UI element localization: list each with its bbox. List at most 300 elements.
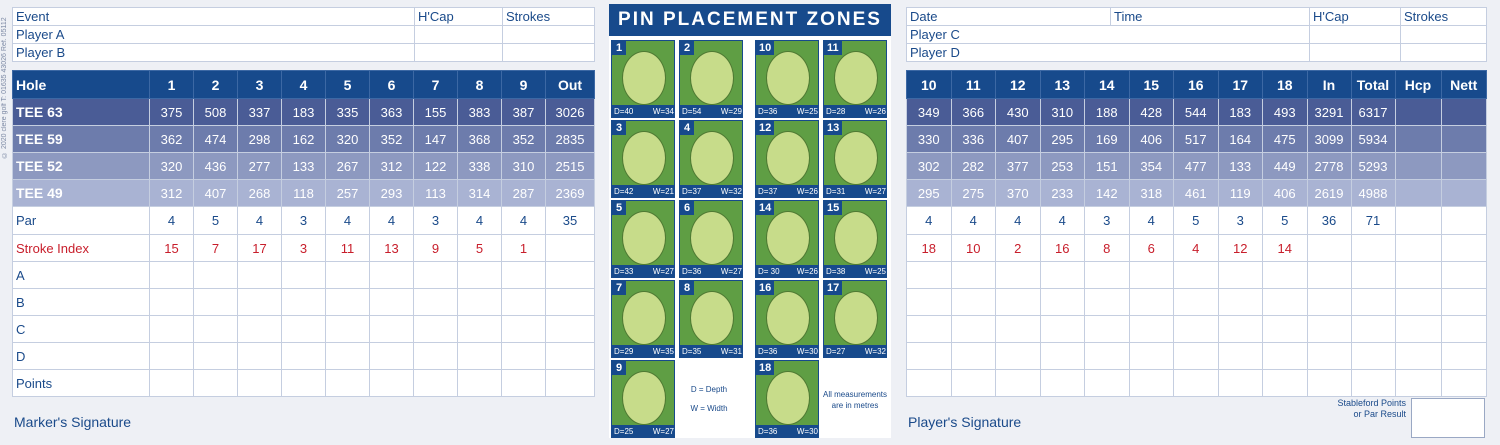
yardage: 169 xyxy=(1085,126,1130,153)
score-cell[interactable] xyxy=(326,370,370,397)
yardage: 147 xyxy=(414,126,458,153)
score-cell[interactable] xyxy=(1040,316,1085,343)
score-cell[interactable] xyxy=(458,289,502,316)
score-cell[interactable] xyxy=(194,289,238,316)
score-cell[interactable] xyxy=(546,316,595,343)
score-cell[interactable] xyxy=(951,289,996,316)
score-cell[interactable] xyxy=(238,343,282,370)
score-cell[interactable] xyxy=(1351,370,1395,397)
player-d-strokes[interactable] xyxy=(1401,44,1487,62)
tile-hole-number: 9 xyxy=(612,361,626,375)
par-row xyxy=(13,207,595,235)
yardage: 183 xyxy=(282,99,326,126)
yardage: 349 xyxy=(907,99,952,126)
score-cell[interactable] xyxy=(326,262,370,289)
yardage: 267 xyxy=(326,153,370,180)
tile-dimensions xyxy=(824,185,887,197)
score-cell[interactable] xyxy=(996,316,1041,343)
tile-depth: D=37 xyxy=(758,186,778,196)
pin-tile-hole-2 xyxy=(679,40,743,118)
grand-total: 6317 xyxy=(1351,99,1395,126)
score-cell[interactable] xyxy=(326,343,370,370)
score-cell[interactable] xyxy=(326,289,370,316)
score-cell[interactable] xyxy=(1351,289,1395,316)
score-cell[interactable] xyxy=(370,289,414,316)
yardage: 517 xyxy=(1174,126,1219,153)
score-cell[interactable] xyxy=(1040,370,1085,397)
player-c-hcap[interactable] xyxy=(1310,26,1401,44)
stroke-index-value: 6 xyxy=(1129,235,1174,262)
points-row xyxy=(13,370,595,397)
tile-width: W=30 xyxy=(796,346,818,356)
score-cell[interactable] xyxy=(1307,262,1351,289)
score-cell[interactable] xyxy=(1351,316,1395,343)
stableford-line2: or Par Result xyxy=(1353,409,1406,419)
yardage: 133 xyxy=(282,153,326,180)
score-cell[interactable] xyxy=(150,262,194,289)
pin-tile-hole-1 xyxy=(611,40,675,118)
score-row-label: Points xyxy=(13,370,150,397)
score-cell[interactable] xyxy=(414,343,458,370)
score-cell[interactable] xyxy=(370,343,414,370)
tile-width: W=27 xyxy=(720,266,742,276)
blank-cell xyxy=(1307,235,1351,262)
score-cell[interactable] xyxy=(326,316,370,343)
score-cell[interactable] xyxy=(150,370,194,397)
score-cell[interactable] xyxy=(996,370,1041,397)
green-shape xyxy=(766,371,810,425)
player-d-hcap[interactable] xyxy=(1310,44,1401,62)
hcap-label: H'Cap xyxy=(415,8,503,26)
tee-name: TEE 59 xyxy=(13,126,150,153)
pin-tile-hole-7 xyxy=(611,280,675,358)
tee-name: TEE 63 xyxy=(13,99,150,126)
tile-dimensions xyxy=(756,265,819,277)
score-cell[interactable] xyxy=(502,370,546,397)
tee-name: TEE 52 xyxy=(13,153,150,180)
score-cell[interactable] xyxy=(546,343,595,370)
tile-depth: D=42 xyxy=(614,186,634,196)
score-cell[interactable] xyxy=(1174,289,1219,316)
par-value: 5 xyxy=(1263,207,1308,235)
tile-dimensions xyxy=(756,185,819,197)
score-cell[interactable] xyxy=(1129,262,1174,289)
player-c-strokes[interactable] xyxy=(1401,26,1487,44)
score-cell[interactable] xyxy=(907,316,952,343)
score-cell[interactable] xyxy=(458,316,502,343)
par-value: 5 xyxy=(194,207,238,235)
yardage: 320 xyxy=(150,153,194,180)
score-cell[interactable] xyxy=(1040,289,1085,316)
score-cell[interactable] xyxy=(502,289,546,316)
score-cell[interactable] xyxy=(1395,370,1441,397)
pin-tile-hole-10 xyxy=(755,40,819,118)
par-value: 4 xyxy=(996,207,1041,235)
tile-width: W=32 xyxy=(720,186,742,196)
score-cell[interactable] xyxy=(150,343,194,370)
tile-hole-number: 10 xyxy=(756,41,774,55)
stroke-index-row xyxy=(13,235,595,262)
green-shape xyxy=(766,131,810,185)
player-b-hcap[interactable] xyxy=(415,44,503,62)
par-value: 5 xyxy=(1174,207,1219,235)
score-row-c xyxy=(907,316,1487,343)
green-shape xyxy=(690,131,734,185)
score-cell[interactable] xyxy=(907,343,952,370)
green-shape xyxy=(690,291,734,345)
score-cell[interactable] xyxy=(1040,262,1085,289)
tile-depth: D=54 xyxy=(682,106,702,116)
hole-number: 6 xyxy=(370,71,414,99)
score-row-c xyxy=(13,316,595,343)
yardage: 354 xyxy=(1129,153,1174,180)
par-value: 3 xyxy=(414,207,458,235)
score-cell[interactable] xyxy=(194,262,238,289)
score-cell[interactable] xyxy=(951,316,996,343)
score-cell[interactable] xyxy=(1040,343,1085,370)
score-cell[interactable] xyxy=(414,370,458,397)
score-cell[interactable] xyxy=(282,316,326,343)
in-total: 2778 xyxy=(1307,153,1351,180)
par-row xyxy=(907,207,1487,235)
tile-hole-number: 11 xyxy=(824,41,842,55)
par-label: Par xyxy=(13,207,150,235)
yardage: 475 xyxy=(1263,126,1308,153)
grand-total: 5293 xyxy=(1351,153,1395,180)
yardage: 162 xyxy=(282,126,326,153)
tile-hole-number: 7 xyxy=(612,281,626,295)
score-cell[interactable] xyxy=(1218,370,1263,397)
nett-cell xyxy=(1441,153,1487,180)
score-cell[interactable] xyxy=(546,370,595,397)
yardage: 407 xyxy=(996,126,1041,153)
score-cell[interactable] xyxy=(1263,289,1308,316)
score-cell[interactable] xyxy=(1395,289,1441,316)
nett-label: Nett xyxy=(1441,71,1487,99)
score-cell[interactable] xyxy=(458,370,502,397)
out-total: 2835 xyxy=(546,126,595,153)
tile-width: W=27 xyxy=(652,266,674,276)
score-cell[interactable] xyxy=(1129,343,1174,370)
tile-hole-number: 5 xyxy=(612,201,626,215)
score-cell[interactable] xyxy=(996,262,1041,289)
par-total: 35 xyxy=(546,207,595,235)
score-cell[interactable] xyxy=(1395,343,1441,370)
yardage: 312 xyxy=(150,180,194,207)
score-row-d xyxy=(13,343,595,370)
score-cell[interactable] xyxy=(1307,316,1351,343)
yardage: 122 xyxy=(414,153,458,180)
score-cell[interactable] xyxy=(502,262,546,289)
event-label: Event xyxy=(13,8,415,26)
copyright-text: © 2020 clere golf T: 01635 43026 Ref. 05112 xyxy=(1,17,8,159)
score-cell[interactable] xyxy=(282,289,326,316)
player-a-hcap[interactable] xyxy=(415,26,503,44)
out-label: Out xyxy=(546,71,595,99)
tile-dimensions xyxy=(756,345,819,357)
stroke-index-value: 2 xyxy=(996,235,1041,262)
tile-depth: D=35 xyxy=(682,346,702,356)
tile-hole-number: 12 xyxy=(756,121,774,135)
markers-signature-label: Marker's Signature xyxy=(14,414,132,430)
stroke-index-blank xyxy=(546,235,595,262)
hcp-cell xyxy=(1395,126,1441,153)
pin-tile-hole-18 xyxy=(755,360,819,438)
score-cell[interactable] xyxy=(282,370,326,397)
score-cell[interactable] xyxy=(1085,262,1130,289)
par-value: 4 xyxy=(907,207,952,235)
score-cell[interactable] xyxy=(502,343,546,370)
hcp-cell xyxy=(1395,180,1441,207)
tile-dimensions xyxy=(612,185,675,197)
score-cell[interactable] xyxy=(951,370,996,397)
tile-dimensions xyxy=(680,185,743,197)
left-info-table xyxy=(12,7,595,62)
hole-label: Hole xyxy=(13,71,150,99)
par-value: 4 xyxy=(502,207,546,235)
player-b-strokes[interactable] xyxy=(503,44,595,62)
green-shape xyxy=(622,51,666,105)
grand-total: 4988 xyxy=(1351,180,1395,207)
score-cell[interactable] xyxy=(1441,289,1487,316)
hole-number: 3 xyxy=(238,71,282,99)
score-row-d xyxy=(907,343,1487,370)
back-nine-table xyxy=(906,70,1487,397)
hole-number: 18 xyxy=(1263,71,1308,99)
tile-width: W=25 xyxy=(864,266,886,276)
hole-number: 4 xyxy=(282,71,326,99)
score-cell[interactable] xyxy=(951,262,996,289)
score-cell[interactable] xyxy=(282,262,326,289)
tile-dimensions xyxy=(612,265,675,277)
stroke-index-value: 10 xyxy=(951,235,996,262)
score-cell[interactable] xyxy=(282,343,326,370)
score-cell[interactable] xyxy=(1441,343,1487,370)
hcp-cell xyxy=(1395,207,1441,235)
stroke-index-value: 17 xyxy=(238,235,282,262)
stroke-index-value: 5 xyxy=(458,235,502,262)
points-row xyxy=(907,370,1487,397)
green-shape xyxy=(622,291,666,345)
score-cell[interactable] xyxy=(414,289,458,316)
pin-tile-hole-13 xyxy=(823,120,887,198)
yardage: 302 xyxy=(907,153,952,180)
score-cell[interactable] xyxy=(1351,343,1395,370)
score-cell[interactable] xyxy=(414,262,458,289)
score-cell[interactable] xyxy=(546,262,595,289)
stroke-index-value: 11 xyxy=(326,235,370,262)
pin-tile-hole-8 xyxy=(679,280,743,358)
nett-cell xyxy=(1441,99,1487,126)
hcp-cell xyxy=(1395,153,1441,180)
score-cell[interactable] xyxy=(907,370,952,397)
pin-tile-hole-15 xyxy=(823,200,887,278)
score-cell[interactable] xyxy=(1218,289,1263,316)
par-value: 3 xyxy=(1085,207,1130,235)
score-row-label: C xyxy=(13,316,150,343)
score-cell[interactable] xyxy=(996,343,1041,370)
hole-number: 15 xyxy=(1129,71,1174,99)
score-cell[interactable] xyxy=(1174,370,1219,397)
score-cell[interactable] xyxy=(1395,316,1441,343)
green-shape xyxy=(834,51,878,105)
score-cell[interactable] xyxy=(907,289,952,316)
stableford-result-box[interactable] xyxy=(1411,398,1485,438)
yardage: 282 xyxy=(951,153,996,180)
score-cell[interactable] xyxy=(502,316,546,343)
pin-placement-panel xyxy=(609,4,891,438)
score-cell[interactable] xyxy=(238,316,282,343)
stroke-index-value: 18 xyxy=(907,235,952,262)
green-shape xyxy=(690,211,734,265)
tile-dimensions xyxy=(824,105,887,117)
score-cell[interactable] xyxy=(1174,343,1219,370)
par-value: 4 xyxy=(238,207,282,235)
strokes-label: Strokes xyxy=(1401,8,1487,26)
yardage: 406 xyxy=(1263,180,1308,207)
tile-hole-number: 8 xyxy=(680,281,694,295)
score-cell[interactable] xyxy=(1129,289,1174,316)
stroke-index-value: 13 xyxy=(370,235,414,262)
yardage: 275 xyxy=(951,180,996,207)
hole-number: 17 xyxy=(1218,71,1263,99)
tile-depth: D=29 xyxy=(614,346,634,356)
yardage: 310 xyxy=(1040,99,1085,126)
stroke-index-label: Stroke Index xyxy=(13,235,150,262)
par-value: 4 xyxy=(458,207,502,235)
score-cell[interactable] xyxy=(1441,370,1487,397)
yardage: 508 xyxy=(194,99,238,126)
tile-hole-number: 2 xyxy=(680,41,694,55)
tile-hole-number: 16 xyxy=(756,281,774,295)
score-cell[interactable] xyxy=(1085,289,1130,316)
hcp-cell xyxy=(1395,99,1441,126)
par-in-total: 36 xyxy=(1307,207,1351,235)
hole-number: 2 xyxy=(194,71,238,99)
score-cell[interactable] xyxy=(1085,370,1130,397)
yardage: 119 xyxy=(1218,180,1263,207)
score-cell[interactable] xyxy=(1263,316,1308,343)
score-cell[interactable] xyxy=(1218,262,1263,289)
score-cell[interactable] xyxy=(150,316,194,343)
pin-tile-hole-12 xyxy=(755,120,819,198)
score-row-label: D xyxy=(13,343,150,370)
score-cell[interactable] xyxy=(238,370,282,397)
yardage: 430 xyxy=(996,99,1041,126)
score-cell[interactable] xyxy=(1218,343,1263,370)
tee-row xyxy=(907,153,1487,180)
score-cell[interactable] xyxy=(1307,370,1351,397)
stableford-line1: Stableford Points xyxy=(1337,398,1406,408)
score-cell[interactable] xyxy=(1307,289,1351,316)
stroke-index-value: 3 xyxy=(282,235,326,262)
score-cell[interactable] xyxy=(414,316,458,343)
tile-width: W=32 xyxy=(864,346,886,356)
yardage: 338 xyxy=(458,153,502,180)
score-cell[interactable] xyxy=(238,289,282,316)
tile-width: W=26 xyxy=(796,186,818,196)
score-cell[interactable] xyxy=(370,262,414,289)
green-shape xyxy=(834,211,878,265)
tee-row xyxy=(13,126,595,153)
stroke-index-row xyxy=(907,235,1487,262)
in-label: In xyxy=(1307,71,1351,99)
score-cell[interactable] xyxy=(1307,343,1351,370)
score-cell[interactable] xyxy=(951,343,996,370)
score-cell[interactable] xyxy=(1218,316,1263,343)
hole-header-row xyxy=(907,71,1487,99)
score-row-b xyxy=(907,289,1487,316)
yardage: 493 xyxy=(1263,99,1308,126)
grand-total: 5934 xyxy=(1351,126,1395,153)
yardage: 277 xyxy=(238,153,282,180)
tile-depth: D=25 xyxy=(614,426,634,436)
score-cell[interactable] xyxy=(370,370,414,397)
score-cell[interactable] xyxy=(458,262,502,289)
score-cell[interactable] xyxy=(1263,370,1308,397)
score-cell[interactable] xyxy=(1085,343,1130,370)
score-row-b xyxy=(13,289,595,316)
yardage: 337 xyxy=(238,99,282,126)
hole-number: 16 xyxy=(1174,71,1219,99)
strokes-label: Strokes xyxy=(503,8,595,26)
yardage: 155 xyxy=(414,99,458,126)
green-shape xyxy=(834,291,878,345)
yardage: 268 xyxy=(238,180,282,207)
score-cell[interactable] xyxy=(546,289,595,316)
score-cell[interactable] xyxy=(194,370,238,397)
score-cell[interactable] xyxy=(238,262,282,289)
score-row-a xyxy=(907,262,1487,289)
score-cell[interactable] xyxy=(1129,370,1174,397)
par-value: 4 xyxy=(1129,207,1174,235)
yardage: 253 xyxy=(1040,153,1085,180)
right-info-table xyxy=(906,7,1487,62)
tile-dimensions xyxy=(612,425,675,437)
legend-depth: D = Depth xyxy=(690,385,728,394)
score-cell[interactable] xyxy=(194,343,238,370)
yardage: 363 xyxy=(370,99,414,126)
score-cell[interactable] xyxy=(1441,262,1487,289)
score-cell[interactable] xyxy=(1263,262,1308,289)
score-cell[interactable] xyxy=(1441,316,1487,343)
score-cell[interactable] xyxy=(1085,316,1130,343)
score-cell[interactable] xyxy=(1129,316,1174,343)
tile-dimensions xyxy=(612,105,675,117)
score-cell[interactable] xyxy=(1174,316,1219,343)
score-cell[interactable] xyxy=(907,262,952,289)
score-cell[interactable] xyxy=(1174,262,1219,289)
score-cell[interactable] xyxy=(996,289,1041,316)
score-cell[interactable] xyxy=(370,316,414,343)
yardage: 377 xyxy=(996,153,1041,180)
yardage: 257 xyxy=(326,180,370,207)
green-shape xyxy=(766,211,810,265)
score-cell[interactable] xyxy=(150,289,194,316)
score-cell[interactable] xyxy=(458,343,502,370)
legend-width: W = Width xyxy=(690,404,728,413)
score-cell[interactable] xyxy=(1395,262,1441,289)
tile-depth: D=33 xyxy=(614,266,634,276)
tile-depth: D=27 xyxy=(826,346,846,356)
score-cell[interactable] xyxy=(1351,262,1395,289)
tile-hole-number: 1 xyxy=(612,41,626,55)
score-cell[interactable] xyxy=(1263,343,1308,370)
yardage: 336 xyxy=(951,126,996,153)
score-cell[interactable] xyxy=(194,316,238,343)
player-a-strokes[interactable] xyxy=(503,26,595,44)
tile-depth: D= 30 xyxy=(758,266,780,276)
